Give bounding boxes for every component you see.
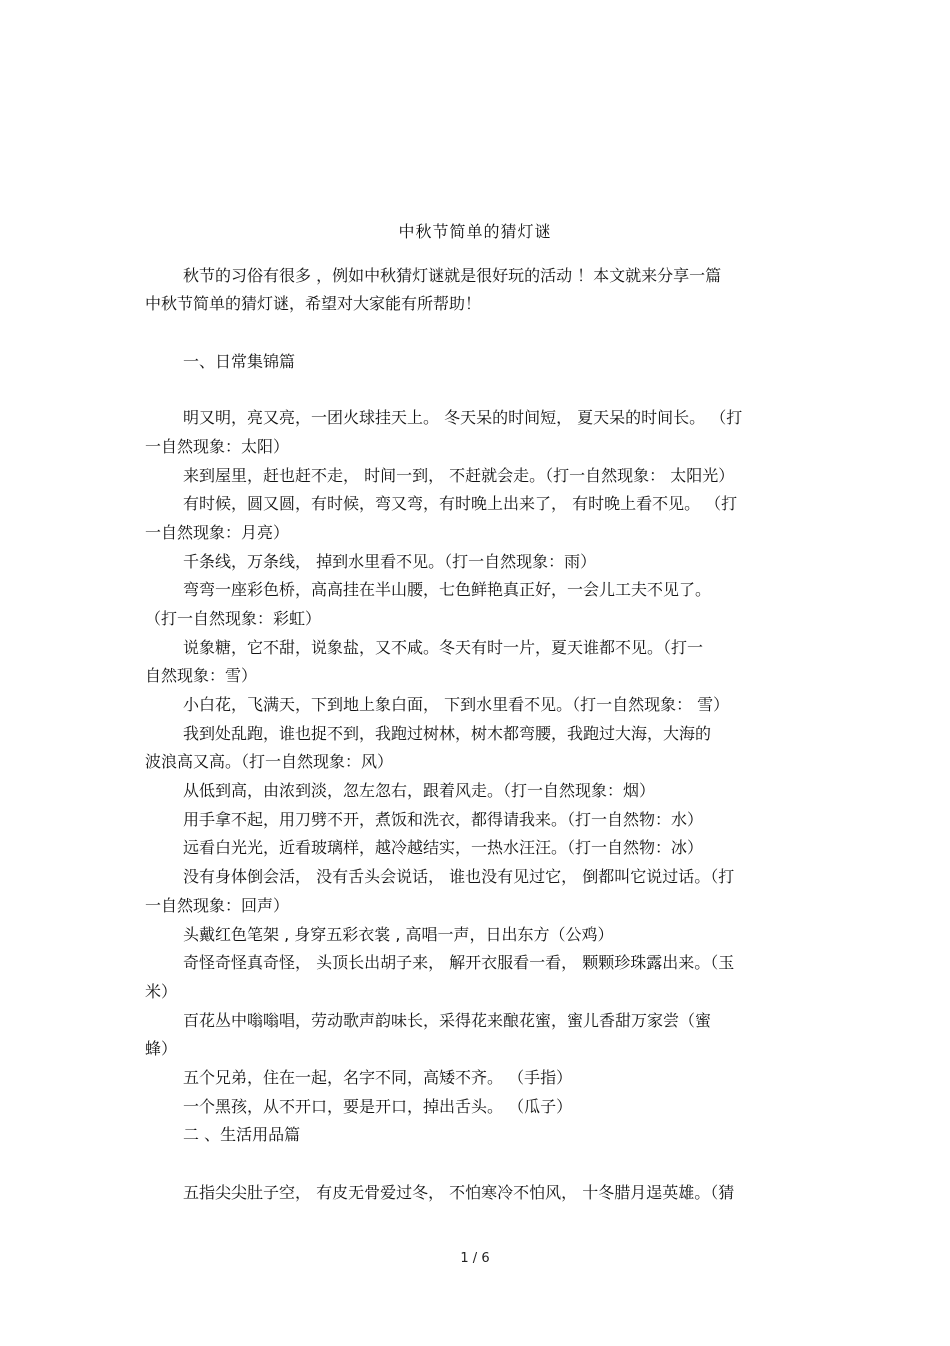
riddle-line: 一自然现象：太阳） — [145, 437, 290, 456]
riddle-line: 百花丛中嗡嗡唱，劳动歌声韵味长，采得花来酿花蜜，蜜儿香甜万家尝（蜜 — [183, 1011, 712, 1030]
riddle-line: 来到屋里，赶也赶不走， 时间一到， 不赶就会走。（打一自然现象： 太阳光） — [183, 466, 735, 485]
section-heading: 二 、生活用品篇 — [183, 1125, 301, 1144]
riddle-line: 明又明，亮又亮，一团火球挂天上。 冬天呆的时间短， 夏天呆的时间长。 （打 — [183, 408, 743, 427]
riddle-line: 没有身体倒会活， 没有舌头会说话， 谁也没有见过它， 倒都叫它说过话。（打 — [183, 867, 735, 886]
riddle-line: 波浪高又高。（打一自然现象：风） — [145, 752, 394, 771]
riddle-line: 我到处乱跑，谁也捉不到，我跑过树林，树木都弯腰，我跑过大海，大海的 — [183, 724, 712, 743]
section-heading: 一、日常集锦篇 — [183, 352, 296, 371]
riddle-line: 五个兄弟，住在一起，名字不同，高矮不齐。 （手指） — [183, 1068, 573, 1087]
riddle-line: 远看白光光，近看玻璃样，越冷越结实，一热水汪汪。（打一自然物：冰） — [183, 838, 704, 857]
page-number: 1 / 6 — [460, 1251, 490, 1266]
riddle-line: 千条线，万条线， 掉到水里看不见。（打一自然现象：雨） — [183, 552, 597, 571]
intro-line: 中秋节简单的猜灯谜，希望对大家能有所帮助！ — [145, 294, 482, 313]
riddle-line: 蜂） — [145, 1039, 178, 1058]
riddle-line: 米） — [145, 982, 178, 1001]
riddle-line: 说象糖，它不甜，说象盐，又不咸。冬天有时一片，夏天谁都不见。（打一 — [183, 638, 704, 657]
riddle-line: 一自然现象：月亮） — [145, 523, 290, 542]
document-title: 中秋节简单的猜灯谜 — [398, 222, 552, 241]
riddle-line: 一自然现象：回声） — [145, 896, 290, 915]
riddle-line: 奇怪奇怪真奇怪， 头顶长出胡子来， 解开衣服看一看， 颗颗珍珠露出来。（玉 — [183, 953, 735, 972]
riddle-line: 弯弯一座彩色桥，高高挂在半山腰，七色鲜艳真正好，一会儿工夫不见了。 — [183, 580, 712, 599]
riddle-line: 用手拿不起，用刀劈不开，煮饭和洗衣，都得请我来。（打一自然物：水） — [183, 810, 704, 829]
riddle-line: 有时候，圆又圆，有时候，弯又弯，有时晚上出来了， 有时晚上看不见。 （打 — [183, 494, 738, 513]
riddle-line: 五指尖尖肚子空， 有皮无骨爱过冬， 不怕寒冷不怕风， 十冬腊月逞英雄。（猜 — [183, 1183, 735, 1202]
riddle-line: （打一自然现象：彩虹） — [145, 609, 322, 628]
riddle-line: 小白花，飞满天，下到地上象白面， 下到水里看不见。（打一自然现象： 雪） — [183, 695, 730, 714]
riddle-line: 自然现象：雪） — [145, 666, 258, 685]
riddle-line: 从低到高，由浓到淡，忽左忽右，跟着风走。（打一自然现象：烟） — [183, 781, 656, 800]
riddle-line: 一个黑孩，从不开口，要是开口，掉出舌头。 （瓜子） — [183, 1097, 573, 1116]
riddle-line: 头戴红色笔架 , 身穿五彩衣裳 , 高唱一声，日出东方（公鸡） — [183, 925, 614, 944]
intro-line: 秋节的习俗有很多 ，例如中秋猜灯谜就是很好玩的活动 ！本文就来分享一篇 — [183, 266, 722, 285]
